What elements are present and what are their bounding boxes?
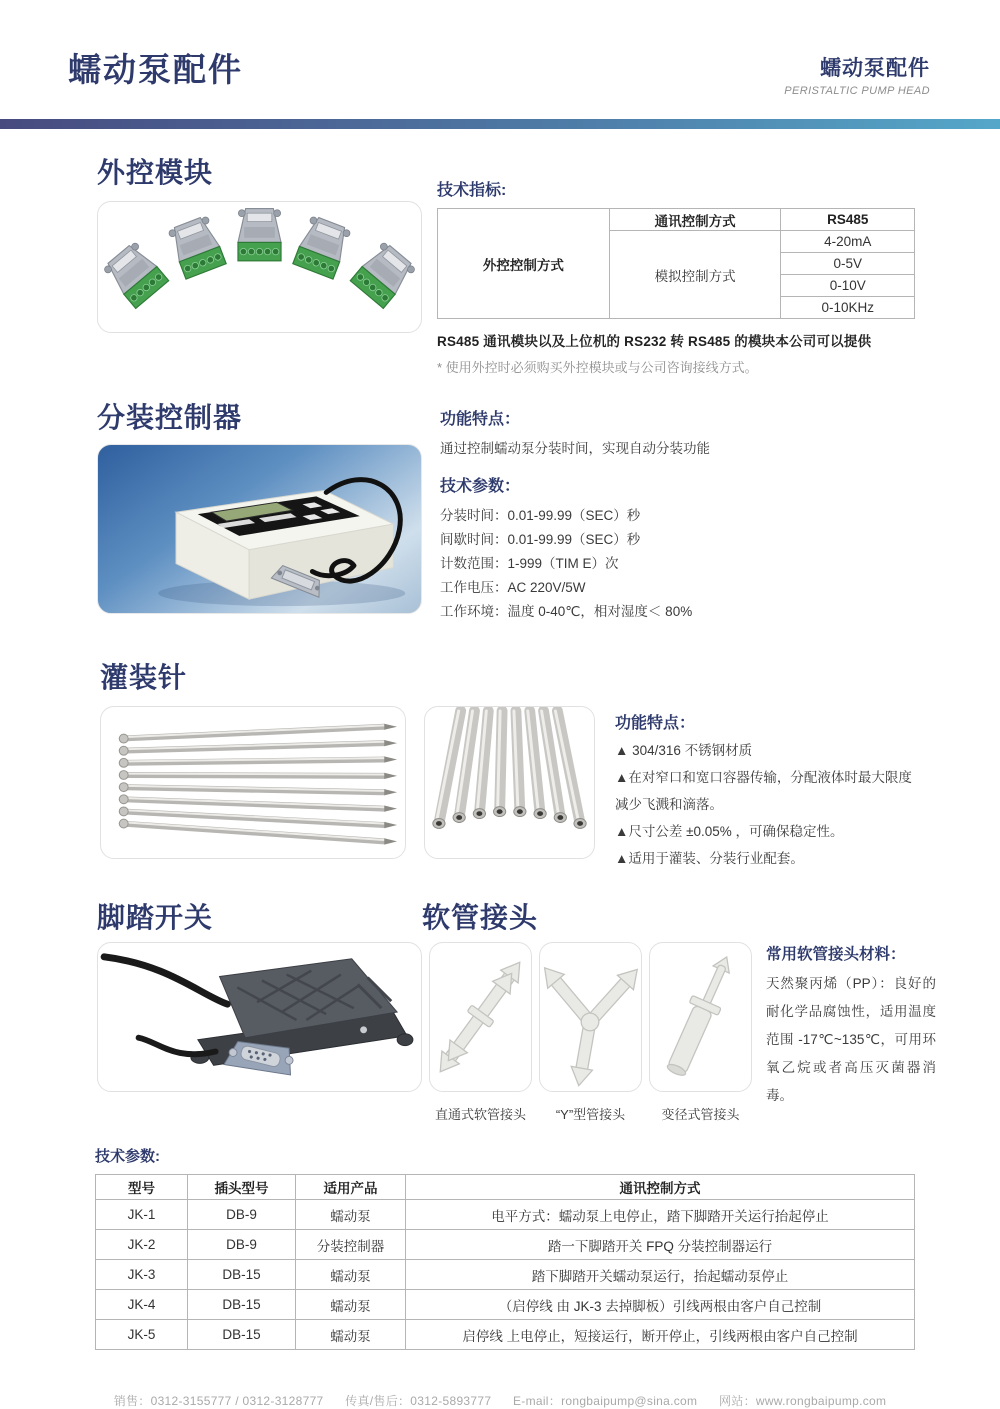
material-heading: 常用软管接头材料： xyxy=(766,946,906,964)
features-heading: 功能特点： xyxy=(615,715,696,733)
param-line: 分装时间：0.01-99.99（SEC）秒 xyxy=(440,508,641,523)
page-header xyxy=(0,0,1000,97)
features-heading: 功能特点： xyxy=(440,411,521,428)
table-row xyxy=(96,1230,915,1260)
cell-comm: 电平方式：蠕动泵上电停止，踏下脚踏开关运行抬起停止 xyxy=(406,1200,915,1230)
param-line: 工作环境：温度 0-40℃，相对湿度＜ 80% xyxy=(440,604,693,619)
dispenser-left xyxy=(97,402,422,624)
external-control-remark: * 使用外控时必须购买外控模块或与公司咨询接线方式。 xyxy=(437,360,758,375)
fitting-straight-photo xyxy=(429,942,532,1092)
fitting-straight xyxy=(429,942,532,1123)
cell-product: 蠕动泵 xyxy=(296,1320,406,1350)
fitting-reducer-photo xyxy=(649,942,752,1092)
analog-label-cell: 模拟控制方式 xyxy=(609,231,781,319)
cell-model: JK-2 xyxy=(96,1230,188,1260)
table-row xyxy=(96,1320,915,1350)
external-module-photo xyxy=(97,201,422,333)
dispenser-title: 分装控制器 xyxy=(97,402,243,433)
external-module-left xyxy=(97,157,422,376)
cell-product: 分装控制器 xyxy=(296,1230,406,1260)
cell-model: JK-4 xyxy=(96,1290,188,1320)
footer-website: 网站：www.rongbaipump.com xyxy=(718,1394,887,1409)
cell-plug: DB-15 xyxy=(188,1320,296,1350)
fitting-caption: 变径式管接头 xyxy=(661,1107,740,1123)
cell-plug: DB-15 xyxy=(188,1290,296,1320)
section-footswitch-hose xyxy=(97,902,1000,1123)
db-connector-modules-illustration xyxy=(98,202,421,332)
material-text: 天然聚丙烯（PP）：良好的耐化学品腐蚀性，适用温度范围 -17℃~135℃，可用环氧乙烷或者高压灭菌器消毒。 xyxy=(766,976,936,1104)
dispenser-text xyxy=(440,406,900,624)
rs485-note: RS485 通讯模块以及上位机的 RS232 转 RS485 的模块本公司可以提供 xyxy=(437,334,872,349)
cell-plug: DB-15 xyxy=(188,1260,296,1290)
external-module-specs xyxy=(437,177,915,376)
analog-value-cell: 0-10V xyxy=(781,275,915,297)
hose-title: 软管接头 xyxy=(422,902,539,934)
header-right-block xyxy=(784,52,930,97)
needles-tips-photo xyxy=(424,706,595,859)
section-external-module xyxy=(97,157,1000,376)
header-model: 型号 xyxy=(96,1175,188,1200)
analog-value-cell: 0-10KHz xyxy=(781,297,915,319)
page-title: 蠕动泵配件 xyxy=(68,51,243,88)
cell-comm: 踏下脚踏开关蠕动泵运行，抬起蠕动泵停止 xyxy=(406,1260,915,1290)
cell-product: 蠕动泵 xyxy=(296,1200,406,1230)
reducer-fitting-illustration xyxy=(650,943,751,1091)
header-comm: 通讯控制方式 xyxy=(406,1175,915,1200)
section-filling-needles xyxy=(100,662,1000,872)
fitting-reducer xyxy=(649,942,752,1123)
param-line: 工作电压：AC 220V/5W xyxy=(440,580,586,595)
analog-value-cell: 0-5V xyxy=(781,253,915,275)
section-tech-params xyxy=(95,1145,915,1350)
spec-heading: 技术指标: xyxy=(437,182,507,199)
cell-model: JK-1 xyxy=(96,1200,188,1230)
analog-value-cell: 4-20mA xyxy=(781,231,915,253)
comm-label-cell: 通讯控制方式 xyxy=(609,209,781,231)
feature-item: ▲尺寸公差 ±0.05% ，可确保稳定性。 xyxy=(615,824,844,840)
tech-params-heading: 技术参数: xyxy=(95,1148,160,1166)
table-left-label: 外控控制方式 xyxy=(438,209,610,319)
table-row xyxy=(96,1200,915,1230)
hose-material-block xyxy=(766,942,936,1110)
header-product: 适用产品 xyxy=(296,1175,406,1200)
table-header-row xyxy=(96,1175,915,1200)
cell-product: 蠕动泵 xyxy=(296,1260,406,1290)
controller-box-illustration xyxy=(98,445,421,613)
cell-model: JK-3 xyxy=(96,1260,188,1290)
header-right-title: 蠕动泵配件 xyxy=(820,57,930,80)
cell-comm: 启停线 上电停止，短接运行，断开停止，引线两根由客户自己控制 xyxy=(406,1320,915,1350)
tech-params-table xyxy=(95,1174,915,1350)
features-text: 通过控制蠕动泵分装时间，实现自动分装功能 xyxy=(440,441,710,456)
feature-item: ▲在对窄口和宽口容器传输，分配液体时最大限度减少飞溅和滴落。 xyxy=(615,770,912,813)
footer-fax: 传真/售后：0312-5893777 xyxy=(345,1394,492,1409)
external-control-table xyxy=(437,208,915,319)
feature-item: ▲ 304/316 不锈钢材质 xyxy=(615,743,753,759)
cell-comm: （启停线 由 JK-3 去掉脚板）引线两根由客户自己控制 xyxy=(406,1290,915,1320)
fitting-caption: 直通式软管接头 xyxy=(434,1107,526,1123)
cell-plug: DB-9 xyxy=(188,1230,296,1260)
needles-title: 灌装针 xyxy=(100,662,188,693)
param-line: 计数范围：1-999（TIM E）次 xyxy=(440,556,619,571)
footer-email: E-mail：rongbaipump@sina.com xyxy=(512,1394,698,1409)
dispenser-params-list xyxy=(440,504,900,624)
table-row xyxy=(96,1290,915,1320)
straight-fitting-illustration xyxy=(430,943,531,1091)
cell-model: JK-5 xyxy=(96,1320,188,1350)
y-fitting-illustration xyxy=(540,943,641,1091)
feature-item: ▲适用于灌装、分装行业配套。 xyxy=(615,851,804,867)
fitting-caption: “Y”型管接头 xyxy=(555,1107,626,1123)
header-gradient-bar xyxy=(0,119,1000,129)
header-plug: 插头型号 xyxy=(188,1175,296,1200)
dispenser-photo xyxy=(97,444,422,614)
fitting-y-photo xyxy=(539,942,642,1092)
needles-features xyxy=(615,710,920,872)
needles-side-photo xyxy=(100,706,406,859)
table-row xyxy=(96,1260,915,1290)
cell-comm: 踏一下脚踏开关 FPQ 分装控制器运行 xyxy=(406,1230,915,1260)
footswitch-photo xyxy=(97,942,422,1092)
needles-side-illustration xyxy=(101,707,405,858)
footswitch-title: 脚踏开关 xyxy=(97,902,214,934)
needles-tips-illustration xyxy=(425,707,594,858)
comm-value-cell: RS485 xyxy=(781,209,915,231)
external-module-title: 外控模块 xyxy=(97,157,214,188)
footer-sales: 销售：0312-3155777 / 0312-3128777 xyxy=(113,1394,324,1409)
header-right-subtitle: PERISTALTIC PUMP HEAD xyxy=(784,85,930,97)
cell-product: 蠕动泵 xyxy=(296,1290,406,1320)
cell-plug: DB-9 xyxy=(188,1200,296,1230)
page-footer xyxy=(0,1392,1000,1409)
params-heading: 技术参数： xyxy=(440,478,521,495)
fitting-y xyxy=(539,942,642,1123)
section-dispensing-controller xyxy=(97,402,1000,624)
footswitch-illustration xyxy=(98,943,421,1091)
param-line: 间歇时间：0.01-99.99（SEC）秒 xyxy=(440,532,641,547)
